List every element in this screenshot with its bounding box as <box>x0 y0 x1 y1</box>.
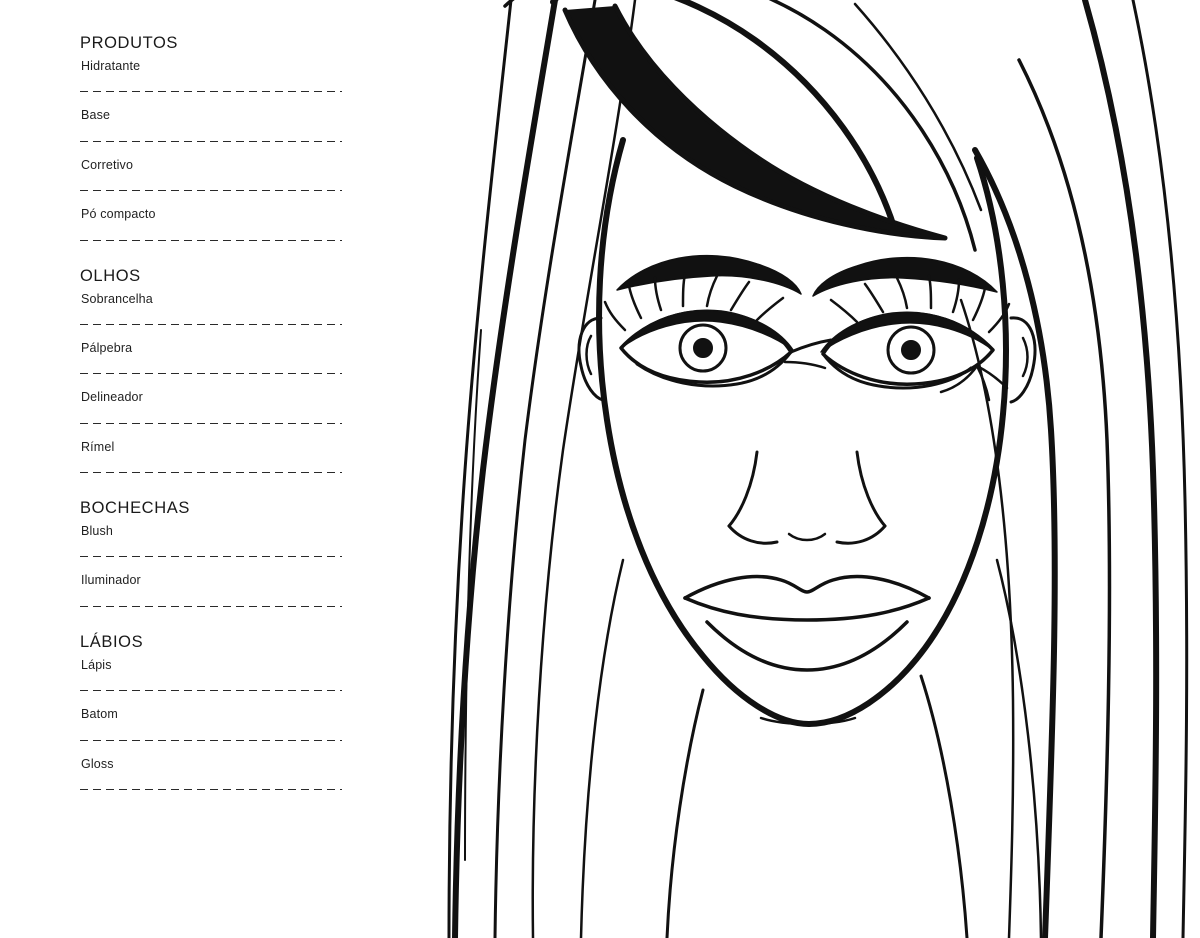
entry-label-sobrancelha: Sobrancelha <box>81 291 153 306</box>
write-in-line[interactable] <box>80 423 342 424</box>
checklist-entry[interactable] <box>80 292 342 325</box>
write-in-line[interactable] <box>80 740 342 741</box>
checklist-entry[interactable] <box>80 207 342 240</box>
entry-label-hidratante: Hidratante <box>81 59 141 73</box>
checklist-group-olhos <box>80 267 342 474</box>
checklist-entry[interactable] <box>80 341 342 374</box>
write-in-line[interactable] <box>80 91 342 92</box>
entry-label-rimel: Rímel <box>81 439 115 454</box>
entry-label-gloss: Gloss <box>81 756 114 771</box>
group-title-olhos: OLHOS <box>80 266 141 285</box>
group-title-labios: LÁBIOS <box>80 632 144 651</box>
entry-label-palpebra: Pálpebra <box>81 340 133 355</box>
entry-label-batom: Batom <box>81 707 118 722</box>
checklist-entry[interactable] <box>80 108 342 141</box>
entry-label-po-compacto: Pó compacto <box>81 207 156 222</box>
write-in-line[interactable] <box>80 373 342 374</box>
checklist-entry[interactable] <box>80 158 342 191</box>
checklist-entry[interactable] <box>80 390 342 423</box>
write-in-line[interactable] <box>80 690 342 691</box>
write-in-line[interactable] <box>80 472 342 473</box>
woman-face-line-art-icon <box>385 0 1200 938</box>
checklist-group-bochechas <box>80 499 342 607</box>
checklist-entry[interactable] <box>80 658 342 691</box>
entry-label-blush: Blush <box>81 524 114 538</box>
entry-label-iluminador: Iluminador <box>81 573 141 588</box>
checklist-group-produtos <box>80 34 342 241</box>
checklist-entry[interactable] <box>80 573 342 606</box>
write-in-line[interactable] <box>80 556 342 557</box>
checklist-entry[interactable] <box>80 757 342 790</box>
checklist-panel <box>80 34 342 806</box>
checklist-entry[interactable] <box>80 524 342 557</box>
write-in-line[interactable] <box>80 789 342 790</box>
checklist-group-labios <box>80 633 342 790</box>
write-in-line[interactable] <box>80 190 342 191</box>
group-title-bochechas: BOCHECHAS <box>80 499 190 517</box>
group-title-produtos: PRODUTOS <box>80 34 179 52</box>
entry-label-delineador: Delineador <box>81 390 143 405</box>
write-in-line[interactable] <box>80 606 342 607</box>
checklist-entry[interactable] <box>80 440 342 473</box>
checklist-entry[interactable] <box>80 707 342 740</box>
write-in-line[interactable] <box>80 324 342 325</box>
checklist-entry[interactable] <box>80 59 342 92</box>
entry-label-base: Base <box>81 108 111 123</box>
face-illustration <box>385 0 1200 938</box>
entry-label-lapis: Lápis <box>81 657 112 672</box>
write-in-line[interactable] <box>80 141 342 142</box>
write-in-line[interactable] <box>80 240 342 241</box>
entry-label-corretivo: Corretivo <box>81 157 134 172</box>
